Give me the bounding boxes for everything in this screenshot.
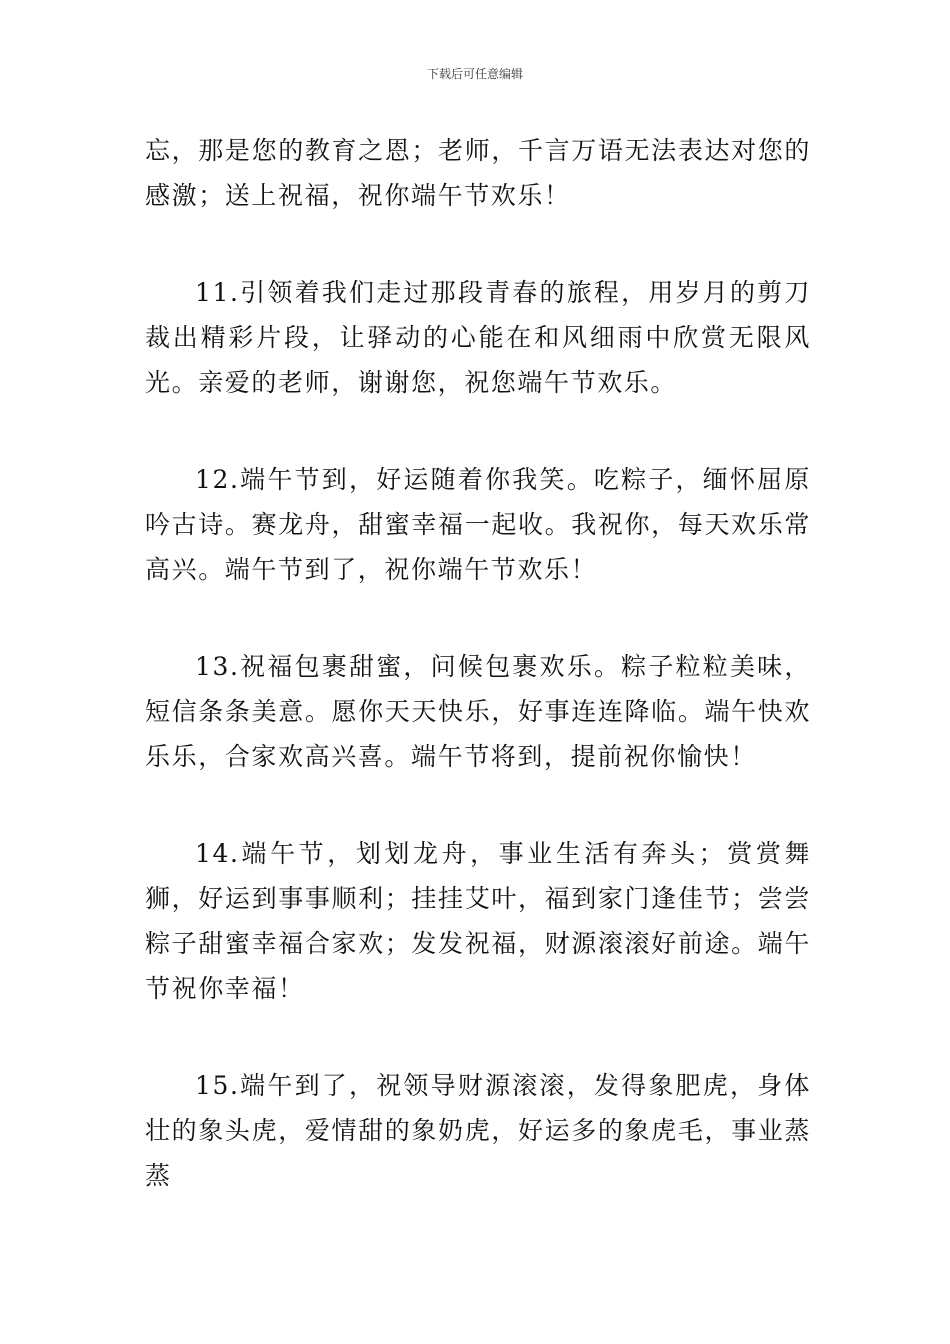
paragraph-item-15: 15.端午到了，祝领导财源滚滚，发得象肥虎，身体壮的象头虎，爱情甜的象奶虎，好运多的象虎毛，事业蒸蒸 bbox=[145, 1071, 811, 1190]
header-note: 下载后可任意编辑 bbox=[426, 67, 523, 81]
document-body bbox=[145, 128, 811, 1250]
paragraph-item-12: 12.端午节到，好运随着你我笑。吃粽子，缅怀屈原吟古诗。赛龙舟，甜蜜幸福一起收。我祝你，每天欢乐常高兴。端午节到了，祝你端午节欢乐！ bbox=[145, 465, 811, 584]
paragraph-item-13: 13.祝福包裹甜蜜，问候包裹欢乐。粽子粒粒美味，短信条条美意。愿你天天快乐，好事连连降临。端午快欢乐乐，合家欢高兴喜。端午节将到，提前祝你愉快！ bbox=[145, 652, 811, 771]
paragraph-continuation: 忘，那是您的教育之恩；老师，千言万语无法表达对您的感激；送上祝福，祝你端午节欢乐！ bbox=[145, 136, 811, 210]
paragraph-item-11: 11.引领着我们走过那段青春的旅程，用岁月的剪刀裁出精彩片段，让驿动的心能在和风细雨中欣赏无限风光。亲爱的老师，谢谢您，祝您端午节欢乐。 bbox=[145, 278, 811, 397]
paragraph-item-14: 14.端午节，划划龙舟，事业生活有奔头；赏赏舞狮，好运到事事顺利；挂挂艾叶，福到家门逢佳节；尝尝粽子甜蜜幸福合家欢；发发祝福，财源滚滚好前途。端午节祝你幸福！ bbox=[145, 839, 811, 1003]
